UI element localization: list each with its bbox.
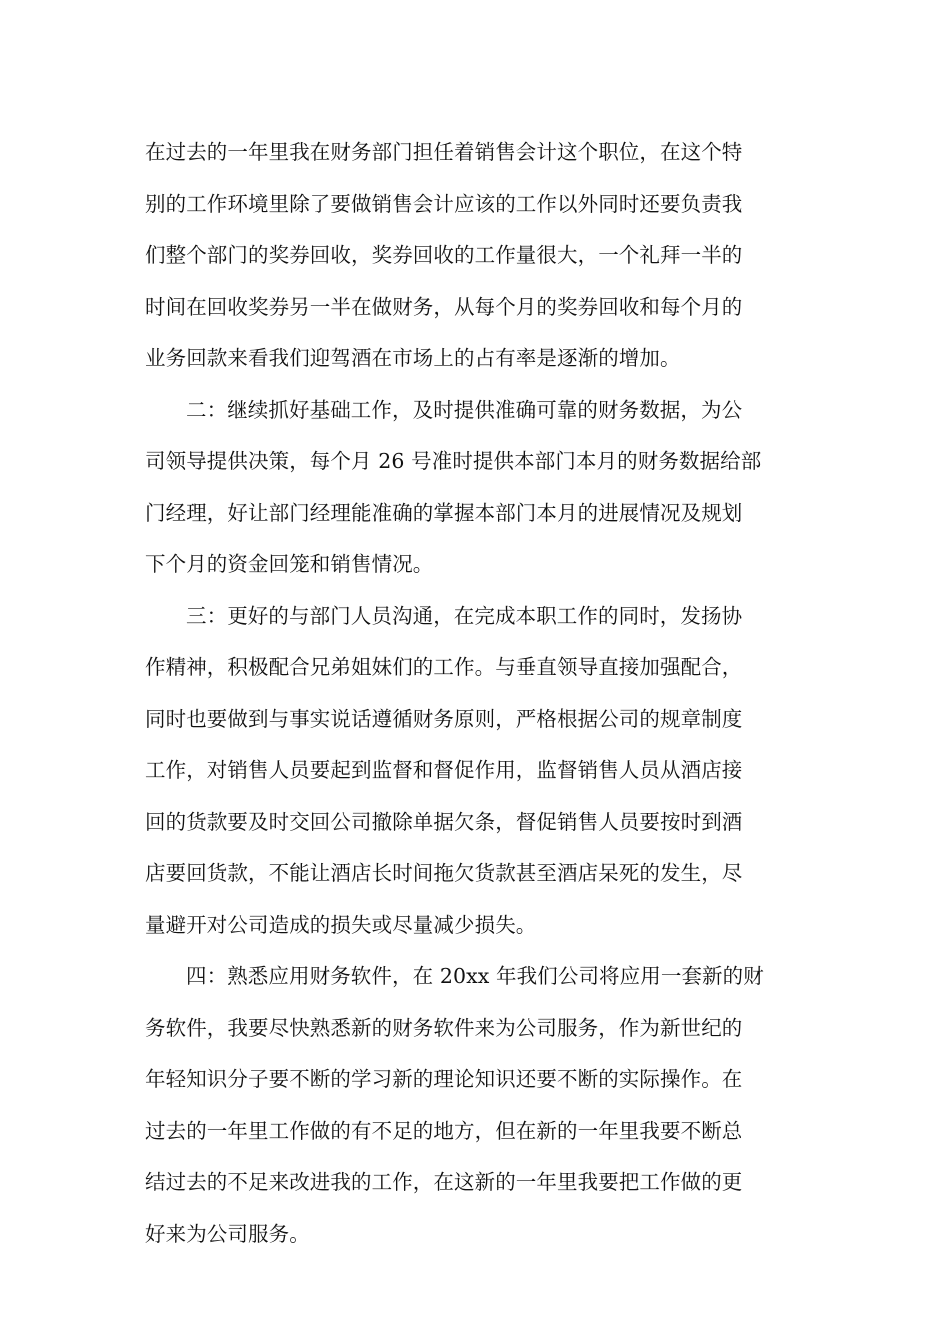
text-line: 司领导提供决策，每个月 26 号准时提供本部门本月的财务数据给部 xyxy=(145,449,762,473)
text-line: 店要回货款，不能让酒店长时间拖欠货款甚至酒店呆死的发生，尽 xyxy=(145,861,743,885)
paragraph-sales-accounting xyxy=(145,127,810,385)
text-line: 作精神，积极配合兄弟姐妹们的工作。与垂直领导直接加强配合， xyxy=(145,655,743,679)
text-line: 三：更好的与部门人员沟通，在完成本职工作的同时，发扬协 xyxy=(186,603,743,628)
document-body xyxy=(145,127,810,1260)
text-line: 年轻知识分子要不断的学习新的理论知识还要不断的实际操作。在 xyxy=(145,1067,743,1091)
text-line: 下个月的资金回笼和销售情况。 xyxy=(145,552,434,576)
text-line: 业务回款来看我们迎驾酒在市场上的占有率是逐渐的增加。 xyxy=(145,346,681,370)
paragraph-item-two xyxy=(145,385,810,591)
text-line: 回的货款要及时交回公司撤除单据欠条，督促销售人员要按时到酒 xyxy=(145,809,743,834)
text-line: 工作，对销售人员要起到监督和督促作用，监督销售人员从酒店接 xyxy=(145,758,743,782)
text-line: 过去的一年里工作做的有不足的地方，但在新的一年里我要不断总 xyxy=(145,1118,743,1143)
text-line: 结过去的不足来改进我的工作，在这新的一年里我要把工作做的更 xyxy=(145,1170,743,1194)
text-line: 别的工作环境里除了要做销售会计应该的工作以外同时还要负责我 xyxy=(145,191,743,216)
text-line: 时间在回收奖券另一半在做财务，从每个月的奖券回收和每个月的 xyxy=(145,294,743,319)
paragraph-item-three xyxy=(145,591,810,952)
text-line: 好来为公司服务。 xyxy=(145,1221,310,1246)
text-line: 四：熟悉应用财务软件，在 20xx 年我们公司将应用一套新的财 xyxy=(186,964,764,988)
text-line: 二：继续抓好基础工作，及时提供准确可靠的财务数据，为公 xyxy=(186,397,743,422)
text-line: 门经理，好让部门经理能准确的掌握本部门本月的进展情况及规划 xyxy=(145,500,743,525)
text-line: 同时也要做到与事实说话遵循财务原则，严格根据公司的规章制度 xyxy=(145,706,743,731)
text-line: 在过去的一年里我在财务部门担任着销售会计这个职位，在这个特 xyxy=(145,140,743,164)
text-line: 量避开对公司造成的损失或尽量减少损失。 xyxy=(145,912,537,937)
text-line: 们整个部门的奖券回收，奖券回收的工作量很大，一个礼拜一半的 xyxy=(145,243,743,267)
paragraph-item-four xyxy=(145,951,810,1260)
text-line: 务软件，我要尽快熟悉新的财务软件来为公司服务，作为新世纪的 xyxy=(145,1015,743,1040)
